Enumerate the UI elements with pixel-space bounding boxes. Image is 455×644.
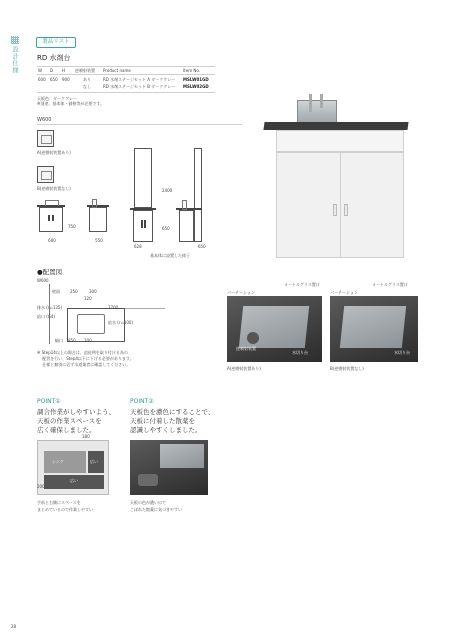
- point-1-figure: [37, 440, 109, 495]
- table-cell: 650: [50, 77, 58, 82]
- layout-label: 排水 (r=135): [37, 305, 63, 310]
- table-row: [37, 84, 215, 91]
- point-1-dim-side: 200: [37, 484, 45, 489]
- tall-elevation: [130, 148, 156, 248]
- layout-plan: [37, 284, 212, 352]
- table-note: 天板色：ダークグレー: [37, 96, 77, 101]
- thumb-b: [37, 166, 54, 183]
- layout-note: ※ Step14以上の場合は、追従例を取り付ける為の: [37, 350, 128, 355]
- callout-partition-a: パーテーション: [227, 290, 255, 295]
- point-1-caption: 手前と右側にスペースを: [37, 500, 81, 505]
- callout-drain-b: 水切り台: [394, 350, 410, 355]
- table-cell: なし: [83, 84, 91, 89]
- dim-w4: 650: [198, 244, 206, 249]
- table-header: D: [50, 68, 54, 73]
- point-1-line: 広く確保しました。: [37, 426, 96, 434]
- layout-model: W600: [37, 278, 49, 283]
- layout-label: 幅口: [55, 338, 63, 343]
- table-header: H: [62, 68, 66, 73]
- layout-label: 給口 (G4): [37, 314, 56, 319]
- layout-label: 250: [70, 289, 78, 294]
- table-cell: RD 水剤ステージセット A ダークグレー: [103, 77, 176, 82]
- section-tag: 製品リスト: [36, 37, 76, 48]
- table-cell: 600: [38, 77, 46, 82]
- table-cell: MSLW01GD: [183, 77, 209, 82]
- point-2-photo: [130, 440, 208, 495]
- layout-label: 850: [68, 338, 76, 343]
- table-row: [37, 77, 215, 84]
- point-1-line: 調合作業がしやすいよう、: [37, 408, 115, 416]
- layout-label: 給水 (r=100): [108, 320, 134, 325]
- table-note: ※別途、基本体・価格等が必要です。: [37, 101, 105, 106]
- table-header: 逆噴射装置: [75, 68, 95, 73]
- table-header: Product name: [103, 68, 131, 73]
- layout-heading: ●配置図: [37, 268, 63, 276]
- layout-label: 300: [89, 289, 97, 294]
- point-2-line: 天板に付着した散薬を: [130, 417, 195, 425]
- point-1-wide: 広い: [90, 459, 98, 464]
- table-header: Item No.: [183, 68, 201, 73]
- table-cell: 900: [62, 77, 70, 82]
- callout-device: 逆噴射装置: [236, 346, 256, 351]
- point-1-caption: まとめているので作業しやすい: [37, 507, 93, 512]
- point-1-wide: 広い: [70, 478, 78, 483]
- dim-w2: 550: [95, 238, 103, 243]
- dim-w3: 628: [134, 244, 142, 249]
- thumb-a-label: A(逆噴射装置あり): [37, 150, 71, 155]
- side-tall-elevation: [176, 148, 206, 248]
- page-number: 28: [11, 624, 17, 629]
- layout-label: 200: [84, 338, 92, 343]
- drawing-caption: 基本体に設置した様子: [150, 253, 190, 258]
- point-2-line: 天板色を濃色にすることで、: [130, 408, 215, 416]
- table-header: W: [38, 68, 42, 73]
- table-cell: RD 水剤ステージセット B ダークグレー: [103, 84, 176, 89]
- spec-table: [37, 66, 215, 106]
- drawing-model: W600: [37, 117, 52, 123]
- point-2-line: 認識しやすくしました。: [130, 426, 202, 434]
- point-1-dim-top: 180: [82, 434, 90, 439]
- layout-label: 120: [84, 296, 92, 301]
- photo-caption-b: B(逆噴射装置なし): [330, 366, 364, 371]
- layout-note: 仕様と無別に必ず水道業者に確認してください。: [37, 362, 131, 367]
- callout-glass-a: メートルグラス置け: [284, 282, 320, 287]
- dim-inner: 650: [162, 226, 170, 231]
- point-2-caption: 天板の色が濃いので: [130, 500, 166, 505]
- dim-depth-side: 750: [68, 224, 76, 229]
- table-cell: MSLW02GD: [183, 84, 209, 89]
- callout-drain-a: 水切り台: [292, 350, 308, 355]
- thumb-b-label: B(逆噴射装置なし): [37, 186, 71, 191]
- point-1-line: 天板の作業スペースを: [37, 417, 102, 425]
- layout-label: 壁面: [52, 289, 60, 294]
- point-1-title: POINT①: [37, 398, 61, 405]
- table-cell: あり: [83, 77, 91, 82]
- callout-partition-b: パーテーション: [330, 290, 358, 295]
- page-title: RD 水剤台: [37, 54, 71, 62]
- product-photo: [262, 92, 412, 262]
- layout-note: 配管を行い、Step4以下に下げる必要があります。: [37, 356, 134, 361]
- point-2-title: POINT②: [130, 398, 154, 405]
- point-1-sink: シンク: [52, 459, 64, 464]
- point-2-caption: こぼれた散薬に気づきやすい: [130, 507, 182, 512]
- layout-label: 2700: [108, 305, 119, 310]
- photo-caption-a: A(逆噴射装置あり): [227, 366, 261, 371]
- dim-w1: 600: [48, 238, 56, 243]
- callout-glass-b: メートルグラス置け: [372, 282, 408, 287]
- dim-height: 2400: [162, 188, 173, 193]
- sidebar-label: 設計仕様: [11, 46, 18, 74]
- grid-icon: [11, 36, 19, 44]
- table-header-row: [37, 68, 215, 74]
- thumb-a: [37, 130, 54, 147]
